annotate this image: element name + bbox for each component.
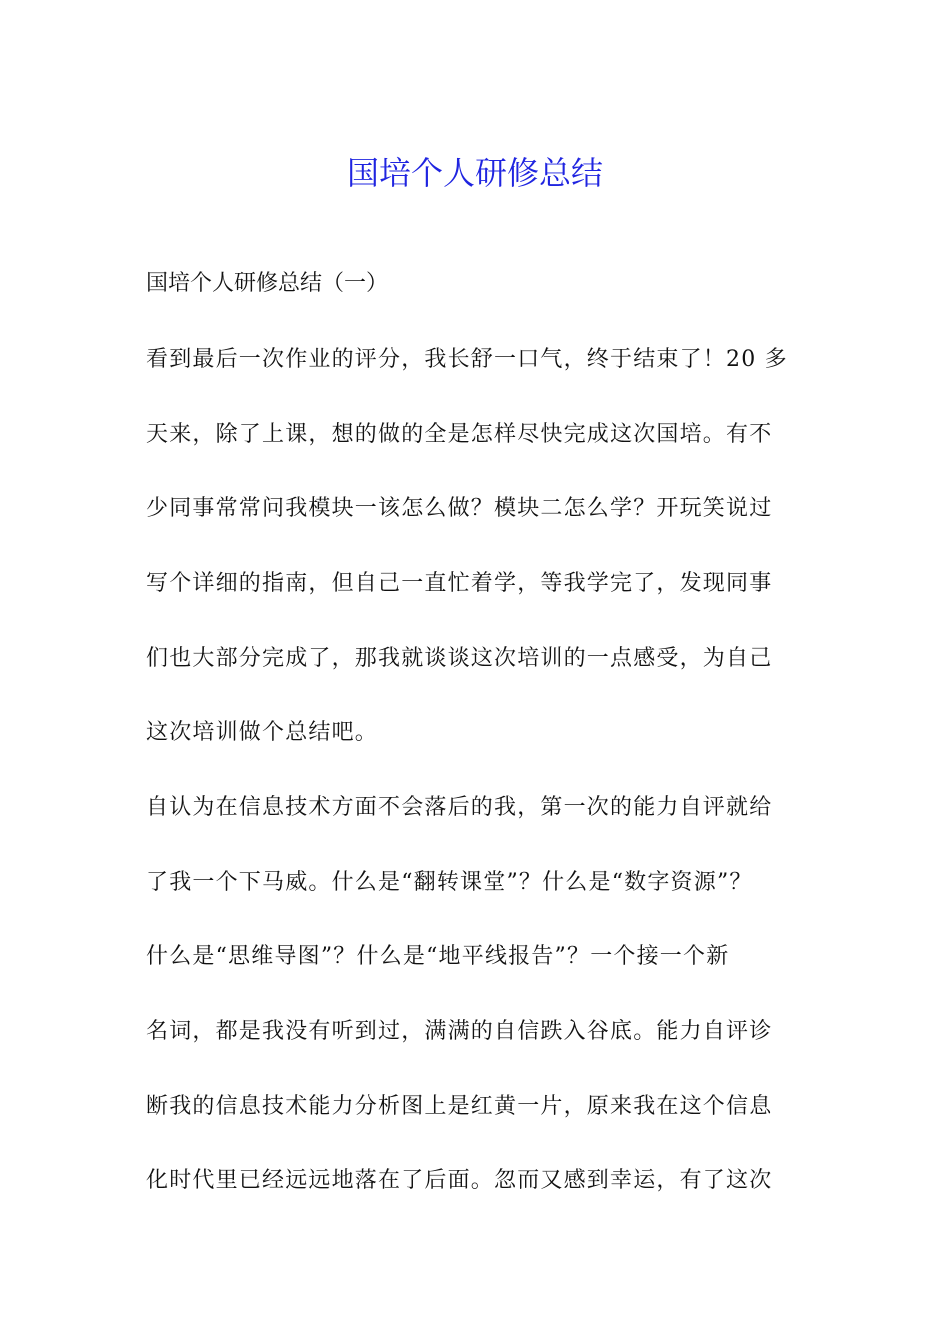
paragraph-line: 化时代里已经远远地落在了后面。忽而又感到幸运，有了这次 [146, 1168, 773, 1193]
document-title: 国培个人研修总结 [346, 154, 603, 193]
paragraph-line: 们也大部分完成了，那我就谈谈这次培训的一点感受，为自己 [146, 646, 773, 671]
paragraph-line: 看到最后一次作业的评分，我长舒一口气，终于结束了！20 多 [146, 347, 788, 372]
paragraph-line: 写个详细的指南，但自己一直忙着学，等我学完了，发现同事 [146, 571, 773, 596]
paragraph-line: 了我一个下马威。什么是“翻转课堂”？什么是“数字资源”？ [146, 870, 753, 895]
section-subtitle: 国培个人研修总结（一） [146, 271, 389, 296]
paragraph-line: 什么是“思维导图”？什么是“地平线报告”？一个接一个新 [146, 944, 730, 969]
paragraph-line: 这次培训做个总结吧。 [146, 720, 379, 745]
paragraph-line: 天来，除了上课，想的做的全是怎样尽快完成这次国培。有不 [146, 422, 773, 447]
paragraph-line: 自认为在信息技术方面不会落后的我，第一次的能力自评就给 [146, 795, 773, 820]
paragraph-line: 断我的信息技术能力分析图上是红黄一片，原来我在这个信息 [146, 1094, 773, 1119]
paragraph-line: 名词，都是我没有听到过，满满的自信跌入谷底。能力自评诊 [146, 1019, 773, 1044]
paragraph-line: 少同事常常问我模块一该怎么做？模块二怎么学？开玩笑说过 [146, 496, 773, 521]
